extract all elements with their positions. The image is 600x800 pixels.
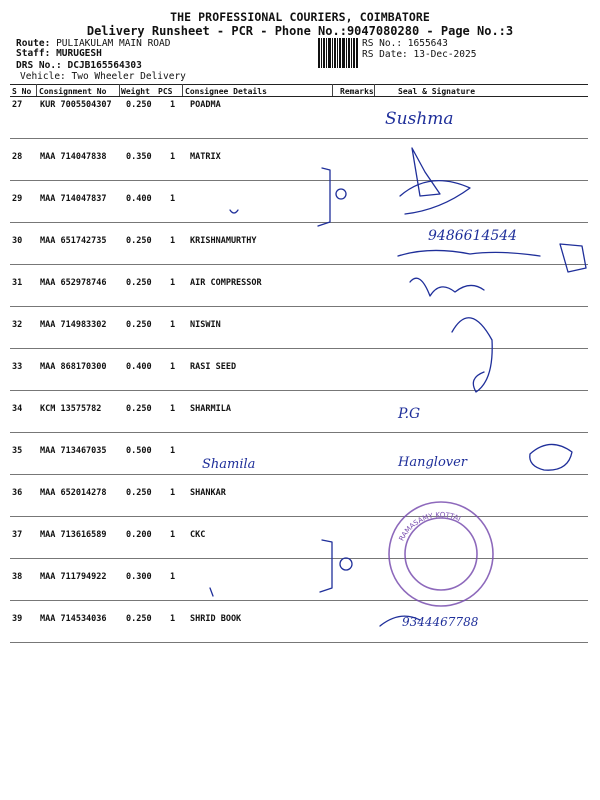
- row-consignment: MAA 651742735: [40, 236, 107, 246]
- row-consignee: SHANKAR: [190, 488, 226, 498]
- row-consignment: KUR 7005504307: [40, 100, 112, 110]
- handwritten-phone-39: 9344467788: [402, 615, 479, 629]
- row-consignment: MAA 652978746: [40, 278, 107, 288]
- stamp-inner-ring: [405, 518, 477, 590]
- row-weight: 0.200: [126, 530, 152, 540]
- row-sno: 33: [12, 362, 23, 372]
- row-consignment: MAA 711794922: [40, 572, 107, 582]
- row-consignee: RASI SEED: [190, 362, 237, 372]
- row-sno: 34: [12, 404, 23, 414]
- route-value: PULIAKULAM MAIN ROAD: [56, 38, 171, 49]
- rs-no-value: 1655643: [407, 38, 448, 49]
- col-header-remarks: Remarks: [340, 87, 374, 96]
- route-label: Route:: [16, 38, 51, 49]
- row-pcs: 1: [170, 152, 176, 162]
- tick-mark-29: [230, 210, 238, 213]
- signature-mark-30b: [560, 244, 586, 272]
- row-weight: 0.350: [126, 152, 152, 162]
- row-sno: 37: [12, 530, 23, 540]
- row-sno: 31: [12, 278, 23, 288]
- row-consignee: POADMA: [190, 100, 221, 110]
- signature-mark-33: [452, 318, 492, 392]
- handwritten-name-35a: Shamila: [202, 457, 256, 472]
- row-consignee: AIR COMPRESSOR: [190, 278, 262, 288]
- row-sno: 35: [12, 446, 23, 456]
- row-weight: 0.250: [126, 614, 152, 624]
- company-title: THE PROFESSIONAL COURIERS, COIMBATORE: [170, 10, 430, 24]
- row-pcs: 1: [170, 362, 176, 372]
- row-consignment: MAA 714983302: [40, 320, 107, 330]
- row-weight: 0.250: [126, 100, 152, 110]
- row-weight: 0.500: [126, 446, 152, 456]
- row-sno: 30: [12, 236, 23, 246]
- row-consignee: NISWIN: [190, 320, 221, 330]
- runsheet-subtitle: Delivery Runsheet - PCR - Phone No.:9047080280 - Page No.:3: [86, 24, 514, 38]
- row-pcs: 1: [170, 530, 176, 540]
- rs-date-label: RS Date:: [362, 49, 408, 60]
- row-weight: 0.250: [126, 404, 152, 414]
- rs-date-value: 13-Dec-2025: [413, 49, 477, 60]
- col-header-weight: Weight: [121, 87, 150, 96]
- row-consignment: MAA 714534036: [40, 614, 107, 624]
- row-sno: 32: [12, 320, 23, 330]
- row-pcs: 1: [170, 100, 176, 110]
- row-consignee: CKC: [190, 530, 206, 540]
- vehicle-value: Two Wheeler Delivery: [71, 71, 186, 82]
- bracket-mark-lower: [320, 540, 332, 592]
- row-pcs: 1: [170, 236, 176, 246]
- handwritten-phone-30: 9486614544: [428, 228, 518, 244]
- bracket-mark-upper: [318, 168, 330, 226]
- row-consignment: MAA 868170300: [40, 362, 107, 372]
- col-header-consignee: Consignee Details: [185, 87, 267, 96]
- row-sno: 39: [12, 614, 23, 624]
- handwritten-name-34: P.G: [398, 406, 421, 422]
- row-pcs: 1: [170, 194, 176, 204]
- col-header-seal: Seal & Signature: [398, 87, 476, 96]
- row-weight: 0.250: [126, 278, 152, 288]
- col-header-pcs: PCS: [158, 87, 173, 96]
- row-consignment: MAA 714047837: [40, 194, 107, 204]
- row-pcs: 1: [170, 320, 176, 330]
- row-pcs: 1: [170, 278, 176, 288]
- signature-mark-35: [530, 444, 572, 470]
- signature-mark-31: [410, 278, 484, 296]
- row-weight: 0.250: [126, 488, 152, 498]
- signature-mark-28: [412, 148, 440, 196]
- signature-mark-30: [398, 250, 540, 256]
- row-consignment: MAA 652014278: [40, 488, 107, 498]
- drs-value: DCJB165564303: [67, 60, 142, 71]
- staff-value: MURUGESH: [56, 48, 102, 59]
- row-consignee: MATRIX: [190, 152, 221, 162]
- row-sno: 28: [12, 152, 23, 162]
- row-sno: 29: [12, 194, 23, 204]
- rs-no-label: RS No.:: [362, 38, 403, 49]
- row-weight: 0.300: [126, 572, 152, 582]
- row-sno: 27: [12, 100, 23, 110]
- row-sno: 36: [12, 488, 23, 498]
- tick-mark-38: [210, 588, 213, 596]
- bracket-dot-upper: [336, 189, 346, 199]
- row-consignee: KRISHNAMURTHY: [190, 236, 257, 246]
- row-pcs: 1: [170, 572, 176, 582]
- col-header-sno: S No: [12, 87, 32, 96]
- handwritten-name-35b: Hanglover: [398, 455, 468, 470]
- row-consignment: MAA 714047838: [40, 152, 107, 162]
- handwritten-sushma: Sushma: [385, 109, 454, 129]
- drs-label: DRS No.:: [16, 60, 62, 71]
- row-weight: 0.250: [126, 236, 152, 246]
- staff-label: Staff:: [16, 48, 51, 59]
- vehicle-label: Vehicle:: [20, 71, 66, 82]
- row-pcs: 1: [170, 446, 176, 456]
- row-consignee: SHARMILA: [190, 404, 231, 414]
- col-header-consignment: Consignment No: [39, 87, 107, 96]
- row-sno: 38: [12, 572, 23, 582]
- row-weight: 0.400: [126, 362, 152, 372]
- row-pcs: 1: [170, 404, 176, 414]
- row-consignee: SHRID BOOK: [190, 614, 242, 624]
- row-consignment: MAA 713616589: [40, 530, 107, 540]
- row-weight: 0.400: [126, 194, 152, 204]
- row-consignment: KCM 13575782: [40, 404, 102, 414]
- bracket-dot-lower: [340, 558, 352, 570]
- row-pcs: 1: [170, 614, 176, 624]
- stamp-text: RAMASAMY KOTTAI: [397, 511, 462, 543]
- row-consignment: MAA 713467035: [40, 446, 107, 456]
- row-weight: 0.250: [126, 320, 152, 330]
- row-pcs: 1: [170, 488, 176, 498]
